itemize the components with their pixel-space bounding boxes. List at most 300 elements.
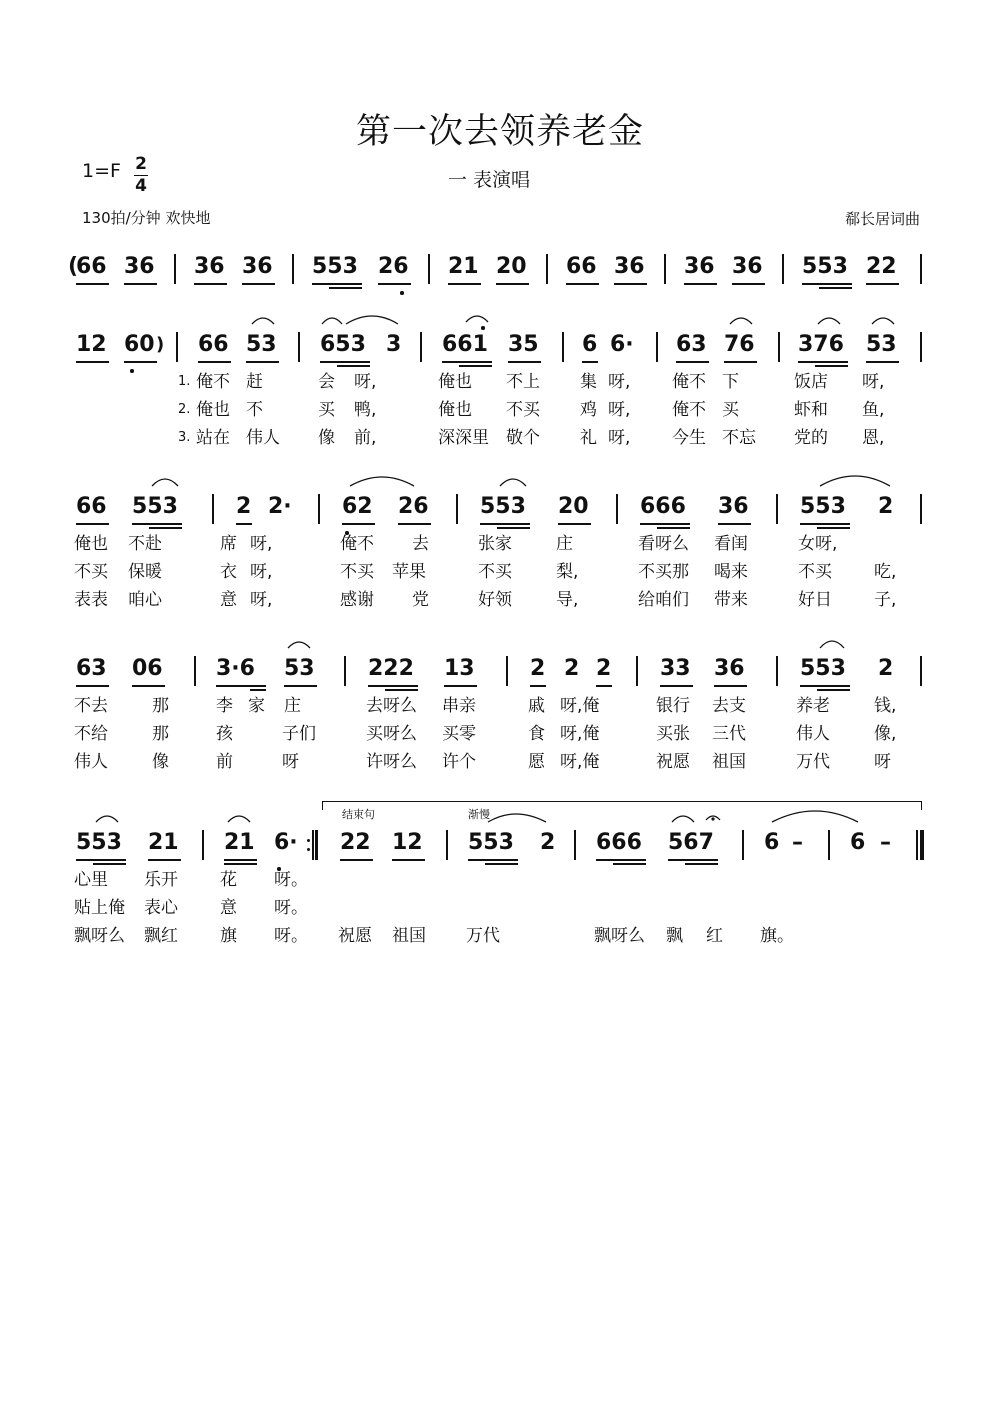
lyric: 万代: [466, 926, 500, 946]
note-group: 36: [714, 656, 745, 681]
note-group: –: [792, 830, 803, 855]
beam: [236, 523, 252, 525]
lyric: 买零: [442, 724, 476, 744]
note-group: 66: [198, 332, 229, 357]
note-group: 6·: [610, 332, 634, 357]
beam: [714, 685, 747, 687]
slur: [820, 641, 844, 648]
lyric: 旗: [220, 926, 237, 946]
beam: [802, 283, 852, 285]
note-group: 06: [132, 656, 163, 681]
beam: [284, 685, 317, 687]
note-group: 20: [558, 494, 589, 519]
note-group: 36: [614, 254, 645, 279]
beam: [496, 283, 529, 285]
note-group: 553: [132, 494, 178, 519]
note-group: 21: [148, 830, 179, 855]
note-group: 21: [448, 254, 479, 279]
note-group: 3: [386, 332, 402, 357]
lyric: 去呀么: [366, 696, 417, 716]
note-group: 76: [724, 332, 755, 357]
lyric: 万代: [796, 752, 830, 772]
note-group: 36: [718, 494, 749, 519]
lyric: 鸡: [580, 400, 597, 420]
note-group: 12: [76, 332, 107, 357]
lyric: 俺也: [196, 400, 230, 420]
lyric: 钱,: [874, 696, 897, 716]
lyric: 祝愿: [338, 926, 372, 946]
key-signature: 1=F: [82, 160, 121, 182]
lyric: 庄: [556, 534, 573, 554]
lyric: 庄: [284, 696, 301, 716]
lyric: 子们: [282, 724, 316, 744]
lyric: 买: [318, 400, 335, 420]
beam: [468, 859, 518, 861]
slur: [322, 318, 342, 324]
lyric: 食: [528, 724, 545, 744]
beam: [368, 685, 418, 687]
note-group: 12: [392, 830, 423, 855]
slur-overlay: [0, 800, 1000, 840]
time-signature-bottom: 4: [135, 176, 147, 196]
barline: [174, 254, 176, 284]
lyric: 喝来: [714, 562, 748, 582]
note-group: 35: [508, 332, 539, 357]
beam: [242, 283, 275, 285]
barline: [920, 254, 922, 284]
lyric: 呀。: [274, 898, 308, 918]
beam: [444, 685, 477, 687]
beam: [614, 283, 647, 285]
lyric: 花: [220, 870, 237, 890]
lyric: 俺不: [196, 372, 230, 392]
beam: [718, 523, 751, 525]
lyric: 张家: [478, 534, 512, 554]
beam: [480, 523, 530, 525]
lyric: 像: [152, 752, 169, 772]
lyric: 去: [412, 534, 429, 554]
lyric: 呀,: [250, 562, 273, 582]
beam: [132, 523, 182, 525]
beam: [392, 859, 425, 861]
lyric: 买呀么: [366, 724, 417, 744]
tie: [820, 476, 890, 486]
beam: [800, 685, 850, 687]
beam: [459, 365, 492, 367]
lyric: 买张: [656, 724, 690, 744]
tie: [346, 316, 398, 324]
lyric: 不买: [506, 400, 540, 420]
note-group: 666: [596, 830, 642, 855]
lyric: 意: [220, 590, 237, 610]
ending-label: 结束句: [342, 808, 375, 821]
beam: [246, 361, 279, 363]
lyric: 前,: [354, 428, 377, 448]
lyric: 呀,: [250, 534, 273, 554]
slur-overlay: [0, 464, 1000, 504]
beam: [640, 523, 690, 525]
note-group: 666: [640, 494, 686, 519]
beam: [798, 361, 848, 363]
lyric: 感谢: [340, 590, 374, 610]
note-group: 2: [540, 830, 556, 855]
tie: [488, 814, 546, 822]
notation-row: [0, 656, 1000, 692]
beam: [76, 283, 109, 285]
note-group: 20: [496, 254, 527, 279]
lyric: 子,: [874, 590, 897, 610]
beam: [685, 863, 718, 865]
beam: [530, 685, 546, 687]
beam: [596, 685, 612, 687]
lyric: 红: [706, 926, 723, 946]
lyric: 俺不: [340, 534, 374, 554]
beam: [582, 361, 598, 363]
lyric: 好日: [798, 590, 832, 610]
note-group: 553: [800, 656, 846, 681]
note-group: 2: [530, 656, 546, 681]
lyric: 今生: [672, 428, 706, 448]
beam: [866, 361, 899, 363]
lyric: 鱼,: [862, 400, 885, 420]
lyric: 虾和: [794, 400, 828, 420]
lyric: 戚: [528, 696, 545, 716]
beam: [819, 287, 852, 289]
note-group: 553: [480, 494, 526, 519]
lyric: 给咱们: [638, 590, 689, 610]
lyric: 家: [248, 696, 265, 716]
note-group: 2: [878, 656, 894, 681]
lyric: 党: [412, 590, 429, 610]
lyric: 呀,: [862, 372, 885, 392]
note-group: 6: [850, 830, 866, 855]
lyric: 贴上俺: [74, 898, 125, 918]
lyric: 银行: [656, 696, 690, 716]
note-group: 661: [442, 332, 488, 357]
beam: [485, 863, 518, 865]
lyric: 孩: [216, 724, 233, 744]
note-group: 66: [566, 254, 597, 279]
note-group: 553: [802, 254, 848, 279]
tie: [772, 811, 858, 822]
note-group: 6·: [274, 830, 298, 855]
lyric: 呀: [874, 752, 891, 772]
slur-overlay: [0, 302, 1000, 342]
lyric: 伟人: [74, 752, 108, 772]
lyric: 许个: [442, 752, 476, 772]
lyric: 鸭,: [354, 400, 377, 420]
note-group: 53: [246, 332, 277, 357]
lyric: 下: [722, 372, 739, 392]
lyric: 会: [318, 372, 335, 392]
beam: [194, 283, 227, 285]
lyric: 俺也: [74, 534, 108, 554]
beam: [815, 365, 848, 367]
lyric: 旗。: [760, 926, 794, 946]
beam: [337, 365, 370, 367]
paren-close: ): [156, 334, 165, 355]
beam: [668, 859, 718, 861]
lyric: 前: [216, 752, 233, 772]
beam: [378, 283, 411, 285]
note-group: 26: [398, 494, 429, 519]
lyric: 饭店: [794, 372, 828, 392]
beam: [320, 361, 370, 363]
beam: [732, 283, 765, 285]
lyric: 集: [580, 372, 597, 392]
beam: [558, 523, 591, 525]
lyric: 呀,: [608, 428, 631, 448]
note-group: 22: [866, 254, 897, 279]
lyric: 飘红: [144, 926, 178, 946]
beam: [76, 685, 109, 687]
lyric: 去支: [712, 696, 746, 716]
lyric: 站在: [196, 428, 230, 448]
fermata-dot: [711, 817, 714, 820]
lyric: 表表: [74, 590, 108, 610]
beam: [596, 859, 646, 861]
slur: [96, 816, 118, 822]
note-group: 60: [124, 332, 155, 357]
slur: [152, 479, 178, 486]
verse-number: 1.: [178, 374, 191, 389]
note-group: 36: [194, 254, 225, 279]
slur: [466, 316, 488, 322]
lyric: 祖国: [712, 752, 746, 772]
page-title: 第一次去领养老金: [355, 112, 644, 152]
lyric: 表心: [144, 898, 178, 918]
slur: [288, 642, 310, 648]
verse-number: 3.: [178, 430, 191, 445]
beam: [613, 863, 646, 865]
beam: [866, 283, 899, 285]
note-group: 2: [564, 656, 580, 681]
note-group: 553: [800, 494, 846, 519]
beam: [198, 361, 231, 363]
note-group: 62: [342, 494, 373, 519]
note-group: 6: [582, 332, 598, 357]
beam: [76, 859, 126, 861]
note-group: 33: [660, 656, 691, 681]
beam: [224, 859, 257, 861]
time-signature-top: 2: [135, 154, 147, 174]
barline: [546, 254, 548, 284]
lyric: 呀,俺: [560, 696, 600, 716]
lyric: 养老: [796, 696, 830, 716]
lyric: 不买: [478, 562, 512, 582]
performance-form: 一 表演唱: [448, 169, 531, 191]
tempo-change-label: 渐慢: [468, 808, 490, 821]
slur: [500, 479, 526, 486]
lyric: 恩,: [862, 428, 885, 448]
lyric: 俺也: [438, 372, 472, 392]
beam: [817, 689, 850, 691]
note-group: 376: [798, 332, 844, 357]
beam: [76, 523, 109, 525]
lyric: 伟人: [246, 428, 280, 448]
lyric: 呀,: [250, 590, 273, 610]
lyric: 李: [216, 696, 233, 716]
beam: [657, 527, 690, 529]
lyric: 像: [318, 428, 335, 448]
lyric: 那: [152, 724, 169, 744]
lyric: 呀: [282, 752, 299, 772]
note-group: –: [880, 830, 891, 855]
beam: [93, 863, 126, 865]
lyric: 俺也: [438, 400, 472, 420]
note-group: 2: [596, 656, 612, 681]
lyric: 女呀,: [798, 534, 838, 554]
note-group: 653: [320, 332, 366, 357]
lyric: 许呀么: [366, 752, 417, 772]
barline: [292, 254, 294, 284]
note-group: 2·: [268, 494, 292, 519]
lyric: 不忘: [722, 428, 756, 448]
note-group: 21: [224, 830, 255, 855]
note-group: 22: [340, 830, 371, 855]
lyric: 导,: [556, 590, 579, 610]
note-group: 26: [378, 254, 409, 279]
beam: [329, 287, 362, 289]
beam: [216, 685, 266, 687]
lyric: 伟人: [796, 724, 830, 744]
lyric: 呀。: [274, 926, 308, 946]
lyric: 三代: [712, 724, 746, 744]
beam: [724, 361, 757, 363]
note-group: 53: [284, 656, 315, 681]
lyric: 飘呀么: [74, 926, 125, 946]
note-group: 2: [236, 494, 252, 519]
beam: [149, 527, 182, 529]
notation-row: [0, 830, 1000, 866]
lyric: 飘: [666, 926, 683, 946]
tie: [350, 477, 414, 486]
note-group: 553: [468, 830, 514, 855]
beam: [132, 685, 165, 687]
beam: [508, 361, 541, 363]
note-group: 553: [312, 254, 358, 279]
barline: [782, 254, 784, 284]
lyric: 呀,俺: [560, 724, 600, 744]
lyric: 保暖: [128, 562, 162, 582]
paren-open: (: [68, 254, 79, 279]
beam: [342, 523, 375, 525]
note-group: 53: [866, 332, 897, 357]
lyric: 祝愿: [656, 752, 690, 772]
time-signature: [134, 154, 148, 197]
lyric: 深深里: [438, 428, 489, 448]
beam: [250, 689, 266, 691]
beam: [385, 689, 418, 691]
beam: [800, 523, 850, 525]
lyric: 席: [220, 534, 237, 554]
beam: [312, 283, 362, 285]
composer-credit: 郗长居词曲: [844, 210, 920, 228]
lyric: 不买: [74, 562, 108, 582]
note-group: 2: [878, 494, 894, 519]
lyric: 党的: [794, 428, 828, 448]
beam: [224, 863, 257, 865]
beam: [398, 523, 431, 525]
lyric: 呀,: [608, 372, 631, 392]
lyric: 看呀么: [638, 534, 689, 554]
tempo-marking: 130拍/分钟 欢快地: [82, 209, 211, 227]
slur: [252, 318, 274, 324]
lyric: 呀,: [608, 400, 631, 420]
note-group: 567: [668, 830, 714, 855]
verse-number: 2.: [178, 402, 191, 417]
barline: [428, 254, 430, 284]
note-group: 36: [242, 254, 273, 279]
lyric: 不给: [74, 724, 108, 744]
lyric: 呀,俺: [560, 752, 600, 772]
note-group: 63: [76, 656, 107, 681]
beam: [660, 685, 693, 687]
lyric: 不上: [506, 372, 540, 392]
lyric: 咱心: [128, 590, 162, 610]
lyric: 礼: [580, 428, 597, 448]
lyric: 带来: [714, 590, 748, 610]
lyric: 买: [722, 400, 739, 420]
beam: [497, 527, 530, 529]
lyric: 意: [220, 898, 237, 918]
lyric: 飘呀么: [594, 926, 645, 946]
lyric: 不买那: [638, 562, 689, 582]
beam: [676, 361, 709, 363]
lyric: 梨,: [556, 562, 579, 582]
lyric: 不买: [798, 562, 832, 582]
note-group: 36: [124, 254, 155, 279]
lyric: 像,: [874, 724, 897, 744]
note-group: 36: [732, 254, 763, 279]
note-group: 36: [684, 254, 715, 279]
lyric: 串亲: [442, 696, 476, 716]
lyric: 苹果: [392, 562, 426, 582]
lyric: 敬个: [506, 428, 540, 448]
octave-dot-low: [130, 369, 134, 373]
lyric: 心里: [74, 870, 108, 890]
lyric: 愿: [528, 752, 545, 772]
lyric: 看闺: [714, 534, 748, 554]
note-group: 553: [76, 830, 122, 855]
note-group: 6: [764, 830, 780, 855]
beam: [566, 283, 599, 285]
slur: [818, 318, 840, 324]
octave-dot-low: [400, 291, 404, 295]
beam: [124, 283, 157, 285]
lyric: 俺不: [672, 372, 706, 392]
beam: [76, 361, 109, 363]
slur: [730, 318, 752, 324]
note-group: 13: [444, 656, 475, 681]
notation-row: [0, 494, 1000, 530]
beam: [817, 527, 850, 529]
beam: [442, 361, 492, 363]
slur: [228, 816, 250, 822]
lyric: 好领: [478, 590, 512, 610]
lyric: 呀,: [354, 372, 377, 392]
notation-row: [0, 332, 1000, 368]
note-group: 63: [676, 332, 707, 357]
barline: [664, 254, 666, 284]
notation-row: [0, 254, 1000, 290]
lyric: 呀。: [274, 870, 308, 890]
beam: [684, 283, 717, 285]
lyric: 俺不: [672, 400, 706, 420]
lyric: 乐开: [144, 870, 178, 890]
beam: [340, 859, 373, 861]
note-group: 3·6: [216, 656, 255, 681]
